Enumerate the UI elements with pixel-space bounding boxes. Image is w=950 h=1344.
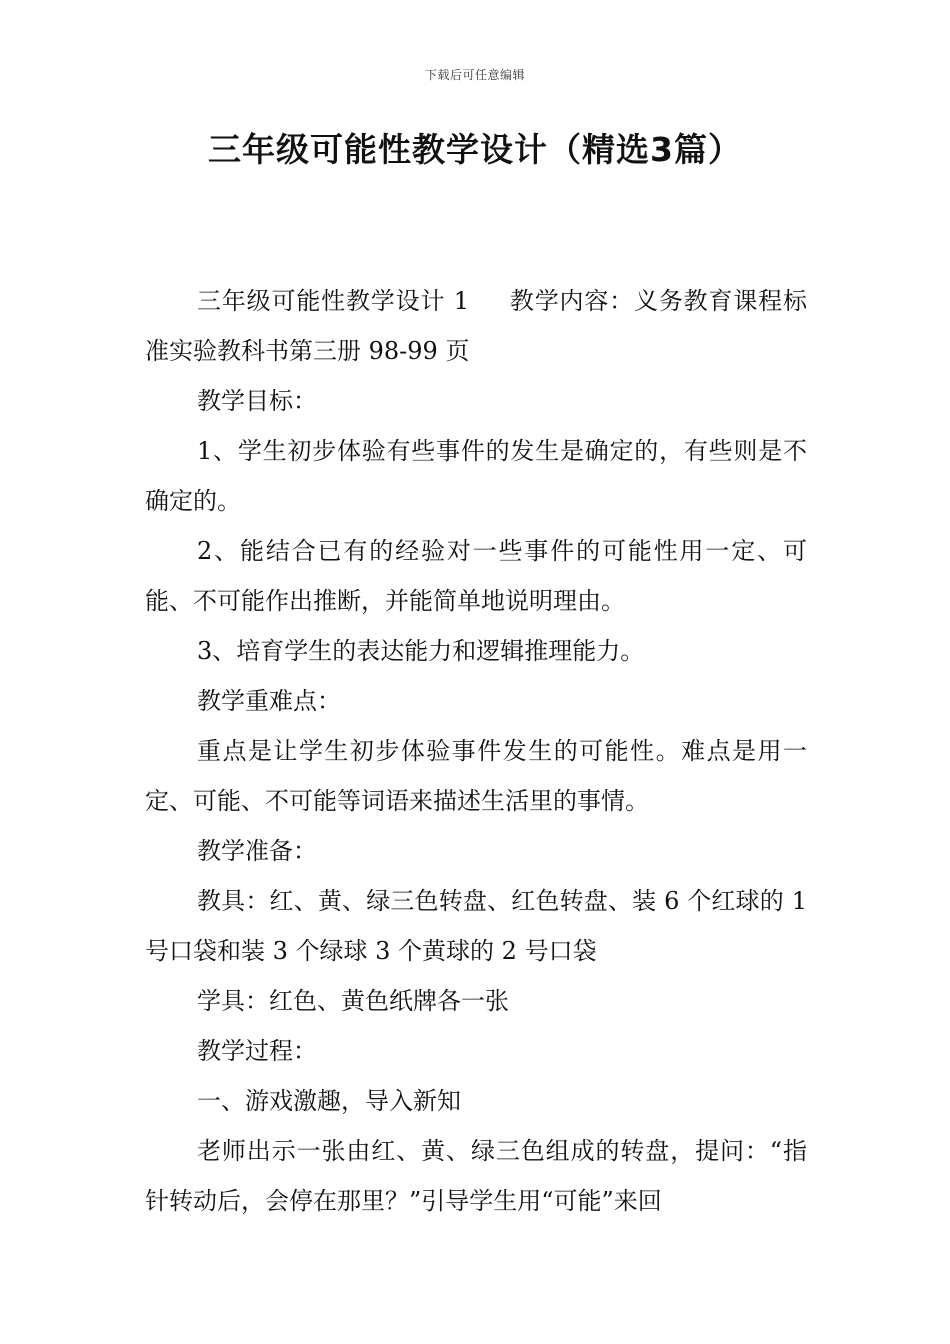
paragraph: 2、能结合已有的经验对一些事件的可能性用一定、可能、不可能作出推断，并能简单地说明理由。 [145, 537, 807, 615]
paragraph: 教具：红、黄、绿三色转盘、红色转盘、装 6 个红球的 1 号口袋和装 3 个绿球 3 个黄球的 2 号口袋 [145, 887, 807, 965]
paragraph: 教学目标： [197, 387, 317, 415]
paragraph: 3、培育学生的表达能力和逻辑推理能力。 [197, 637, 645, 665]
document-body [145, 276, 807, 1226]
intro-text: 教学内容：义务教育课程标准实验教科书第三册 98-99 页 [145, 287, 807, 365]
paragraph: 学具：红色、黄色纸牌各一张 [197, 987, 509, 1015]
document-title: 三年级可能性教学设计（精选3篇） [208, 130, 742, 169]
paragraph: 一、游戏激趣，导入新知 [197, 1087, 461, 1115]
paragraph: 教学过程： [197, 1037, 317, 1065]
paragraph: 重点是让学生初步体验事件发生的可能性。难点是用一定、可能、不可能等词语来描述生活里的事情。 [145, 737, 807, 815]
paragraph-intro [145, 276, 807, 376]
header-note: 下载后可任意编辑 [424, 68, 525, 82]
paragraph: 教学重难点： [197, 687, 341, 715]
paragraph: 教学准备： [197, 837, 317, 865]
paragraph: 老师出示一张由红、黄、绿三色组成的转盘，提问：“指针转动后，会停在那里？”引导学生用“可能”来回 [145, 1137, 807, 1215]
intro-heading: 三年级可能性教学设计 1 [197, 287, 470, 315]
paragraph: 1、学生初步体验有些事件的发生是确定的，有些则是不确定的。 [145, 437, 807, 515]
